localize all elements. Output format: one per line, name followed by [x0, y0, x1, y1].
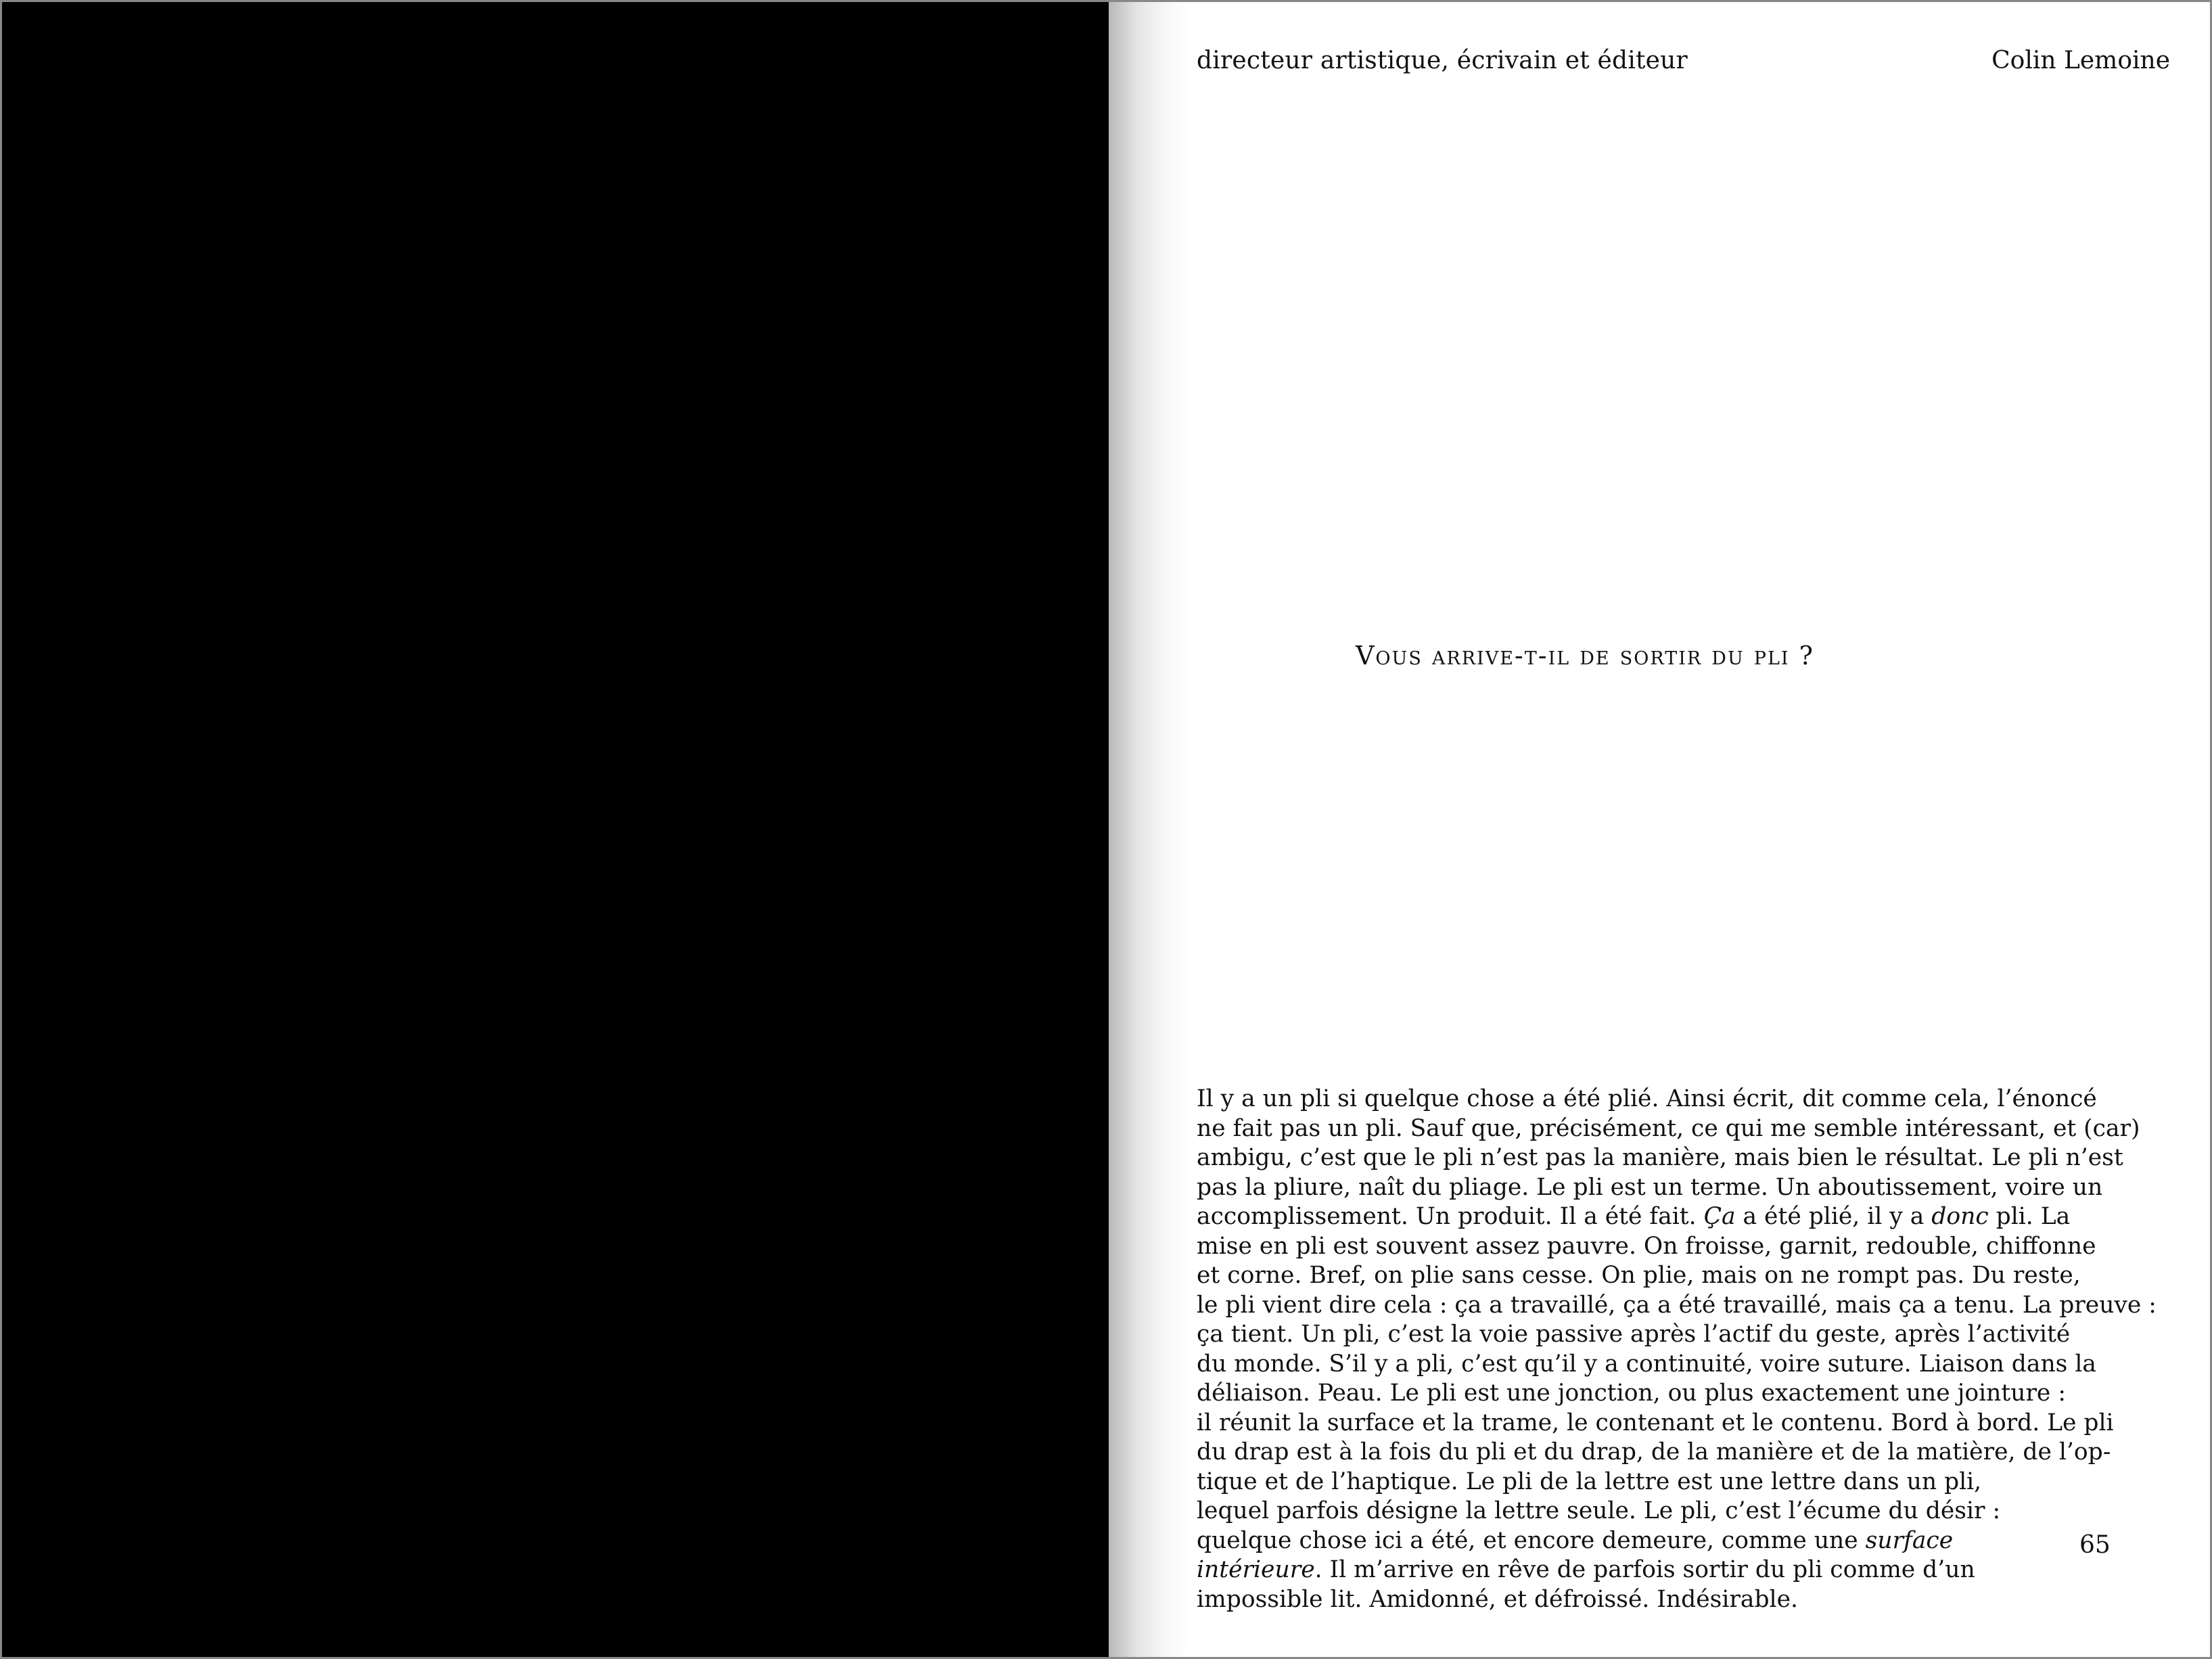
body-line	[1197, 1202, 2171, 1232]
body-line: mise en pli est souvent assez pauvre. On froisse, garnit, redouble, chiffonne	[1197, 1232, 2096, 1260]
page-number: 65	[2079, 1531, 2111, 1559]
right-page	[1109, 2, 2212, 1657]
body-line	[1197, 1555, 2171, 1585]
body-line-segment: pli. La	[1988, 1203, 2071, 1230]
body-line: déliaison. Peau. Le pli est une jonction, ou plus exactement une jointure :	[1197, 1380, 2066, 1407]
left-page-black	[2, 2, 1109, 1657]
italic-word: intérieure	[1197, 1556, 1315, 1583]
running-head-role: directeur artistique, écrivain et éditeur	[1197, 47, 1688, 74]
question-heading: Vous arrive-t-il de sortir du pli ?	[1355, 641, 1814, 671]
body-line: pas la pliure, naît du pliage. Le pli est un terme. Un aboutissement, voire un	[1197, 1173, 2103, 1201]
body-line	[1197, 1526, 2171, 1556]
italic-word: donc	[1931, 1203, 1989, 1230]
body-line: lequel parfois désigne la lettre seule. Le pli, c’est l’écume du désir :	[1197, 1497, 2001, 1524]
body-line: il réunit la surface et la trame, le contenant et le contenu. Bord à bord. Le pli	[1197, 1409, 2114, 1436]
italic-word: surface	[1865, 1526, 1954, 1554]
body-line: ne fait pas un pli. Sauf que, précisément, ce qui me semble intéressant, et (car)	[1197, 1114, 2140, 1142]
italic-word: Ça	[1703, 1203, 1736, 1230]
body-line: du drap est à la fois du pli et du drap, de la manière et de la matière, de l’op-	[1197, 1438, 2111, 1465]
body-line: impossible lit. Amidonné, et défroissé. Indésirable.	[1197, 1585, 1798, 1613]
gutter-shadow	[1109, 2, 1190, 1657]
body-line: ambigu, c’est que le pli n’est pas la manière, mais bien le résultat. Le pli n’est	[1197, 1144, 2123, 1171]
body-line-segment: . Il m’arrive en rêve de parfois sortir du pli comme d’un	[1314, 1556, 1975, 1583]
body-paragraph	[1197, 1085, 2171, 1614]
body-line: le pli vient dire cela : ça a travaillé, ça a été travaillé, mais ça a tenu. La preuve :	[1197, 1291, 2157, 1319]
body-line: tique et de l’haptique. Le pli de la lettre est une lettre dans un pli,	[1197, 1468, 1982, 1495]
body-line-segment: quelque chose ici a été, et encore demeure, comme une	[1197, 1526, 1866, 1554]
body-line: et corne. Bref, on plie sans cesse. On plie, mais on ne rompt pas. Du reste,	[1197, 1262, 2081, 1289]
body-line: ça tient. Un pli, c’est la voie passive après l’actif du geste, après l’activité	[1197, 1321, 2071, 1348]
body-line: du monde. S’il y a pli, c’est qu’il y a continuité, voire suture. Liaison dans la	[1197, 1350, 2096, 1378]
body-line: Il y a un pli si quelque chose a été plié. Ainsi écrit, dit comme cela, l’énoncé	[1197, 1085, 2097, 1112]
body-line-segment: accomplissement. Un produit. Il a été fait.	[1197, 1203, 1704, 1230]
body-line-segment: a été plié, il y a	[1735, 1203, 1932, 1230]
running-head-author: Colin Lemoine	[1991, 47, 2170, 74]
